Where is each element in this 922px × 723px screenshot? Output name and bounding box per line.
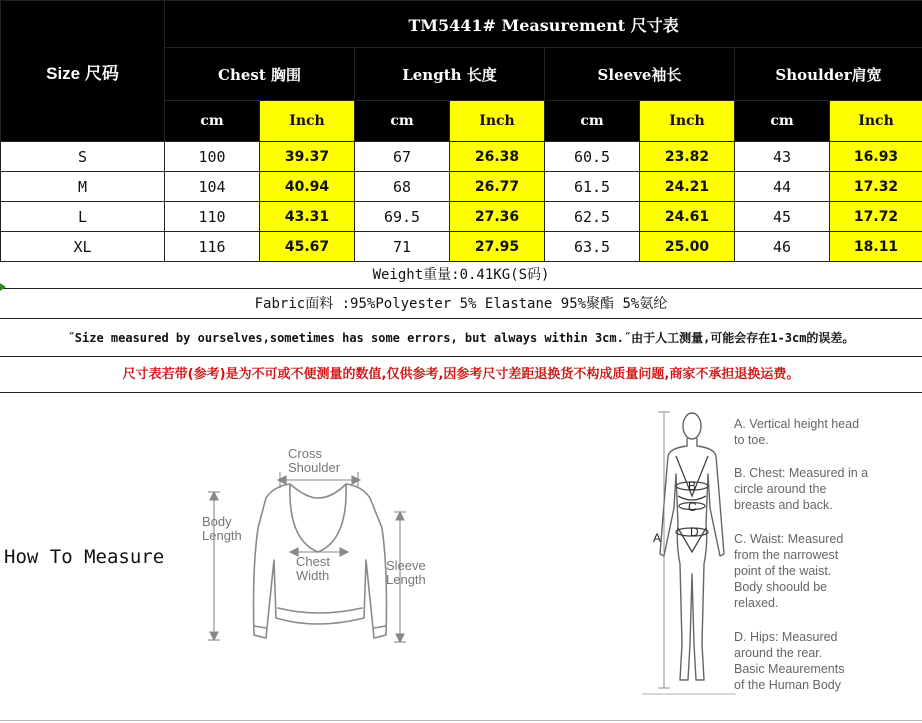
arrow-head-icon xyxy=(210,632,218,640)
sleeve-header: Sleeve袖长 xyxy=(545,48,735,101)
cell-value: 27.36 xyxy=(450,202,545,232)
cell-value: 17.72 xyxy=(830,202,922,232)
marker-d: D xyxy=(690,525,699,539)
cell-value: 46 xyxy=(735,232,830,262)
arrow-head-icon xyxy=(210,492,218,500)
cell-value: 69.5 xyxy=(355,202,450,232)
body-outline xyxy=(660,438,724,680)
table-row xyxy=(1,172,922,202)
unit-inch: Inch xyxy=(830,101,922,142)
sweater-hem xyxy=(278,608,362,613)
cell-value: 68 xyxy=(355,172,450,202)
marker-b: B xyxy=(688,479,697,493)
cell-value: 116 xyxy=(165,232,260,262)
divider xyxy=(0,720,922,721)
chest-width-label: Chest xyxy=(296,554,330,569)
cell-value: 67 xyxy=(355,142,450,172)
unit-cm: cm xyxy=(355,101,450,142)
cell-value: 17.32 xyxy=(830,172,922,202)
body-length-label: Body xyxy=(202,514,232,529)
fabric-info: Fabric面料 :95%Polyester 5% Elastane 95%聚酯 5%氨纶 xyxy=(0,289,922,319)
cell-value: 27.95 xyxy=(450,232,545,262)
size-label: L xyxy=(1,202,165,232)
unit-inch: Inch xyxy=(260,101,355,142)
reference-disclaimer: 尺寸表若带(参考)是为不可或不便测量的数值,仅供参考,因参考尺寸差距退换货不构成质量问题,商家不承担退换运费。 xyxy=(0,357,922,393)
unit-cm: cm xyxy=(735,101,830,142)
cell-value: 60.5 xyxy=(545,142,640,172)
unit-inch: Inch xyxy=(450,101,545,142)
unit-cm: cm xyxy=(545,101,640,142)
cell-value: 25.00 xyxy=(640,232,735,262)
cell-value: 16.93 xyxy=(830,142,922,172)
table-title: TM5441# Measurement 尺寸表 xyxy=(165,1,922,48)
cell-value: 26.77 xyxy=(450,172,545,202)
cell-value: 62.5 xyxy=(545,202,640,232)
cell-value: 26.38 xyxy=(450,142,545,172)
body-measure-diagram xyxy=(640,404,740,700)
size-chart-table xyxy=(0,0,922,262)
cell-value: 110 xyxy=(165,202,260,232)
cross-shoulder-label: Cross xyxy=(288,446,322,461)
size-label: XL xyxy=(1,232,165,262)
legend-b: B. Chest: Measured in a circle around the breasts and back. xyxy=(734,466,869,512)
weight-info: Weight重量:0.41KG(S码) xyxy=(0,262,922,289)
shoulder-header: Shoulder肩宽 xyxy=(735,48,922,101)
legend-c: C. Waist: Measured from the narrowest point of the waist. Body shoould be relaxed. xyxy=(734,532,844,610)
size-header: Size 尺码 xyxy=(1,1,165,142)
sweater-measure-diagram xyxy=(196,440,436,645)
cell-value: 24.21 xyxy=(640,172,735,202)
cell-value: 23.82 xyxy=(640,142,735,172)
chest-header: Chest 胸围 xyxy=(165,48,355,101)
cell-value: 44 xyxy=(735,172,830,202)
arrow-head-icon xyxy=(340,548,348,556)
arrow-head-icon xyxy=(396,512,404,520)
marker-c: C xyxy=(688,500,697,514)
cell-value: 39.37 xyxy=(260,142,355,172)
cell-value: 43 xyxy=(735,142,830,172)
cell-value: 104 xyxy=(165,172,260,202)
sweater-cuff-right xyxy=(374,626,386,628)
body-length-label: Length xyxy=(202,528,242,543)
cell-value: 43.31 xyxy=(260,202,355,232)
arrow-head-icon xyxy=(278,476,286,484)
sleeve-length-label: Length xyxy=(386,572,426,587)
marker-a: A xyxy=(653,531,662,545)
size-label: S xyxy=(1,142,165,172)
head-outline xyxy=(683,413,701,439)
cell-value: 61.5 xyxy=(545,172,640,202)
chest-width-label: Width xyxy=(296,568,330,583)
unit-cm: cm xyxy=(165,101,260,142)
measurement-error-note: ˝Size measured by ourselves,sometimes has some errors, but always within 3cm.˝由于人工测量,可能会存在1-3cm的误差。 xyxy=(0,319,922,357)
cell-value: 71 xyxy=(355,232,450,262)
length-header: Length 长度 xyxy=(355,48,545,101)
cell-value: 18.11 xyxy=(830,232,922,262)
arrow-head-icon xyxy=(396,634,404,642)
cell-value: 24.61 xyxy=(640,202,735,232)
cell-value: 63.5 xyxy=(545,232,640,262)
cross-shoulder-label: Shoulder xyxy=(288,460,341,475)
arrow-head-icon xyxy=(352,476,360,484)
table-row xyxy=(1,202,922,232)
cell-value: 100 xyxy=(165,142,260,172)
sweater-cuff-left xyxy=(254,626,266,628)
cell-value: 40.94 xyxy=(260,172,355,202)
legend-a: A. Vertical height head to toe. xyxy=(734,417,860,447)
sleeve-length-label: Sleeve xyxy=(386,558,426,573)
how-to-measure-title: How To Measure xyxy=(4,546,165,568)
sweater-neckline xyxy=(290,484,346,552)
cell-value: 45.67 xyxy=(260,232,355,262)
legend-d: D. Hips: Measured around the rear. Basic Meaurements of the Human Body xyxy=(734,630,845,692)
unit-inch: Inch xyxy=(640,101,735,142)
table-row xyxy=(1,142,922,172)
size-label: M xyxy=(1,172,165,202)
cell-value: 45 xyxy=(735,202,830,232)
table-row xyxy=(1,232,922,262)
